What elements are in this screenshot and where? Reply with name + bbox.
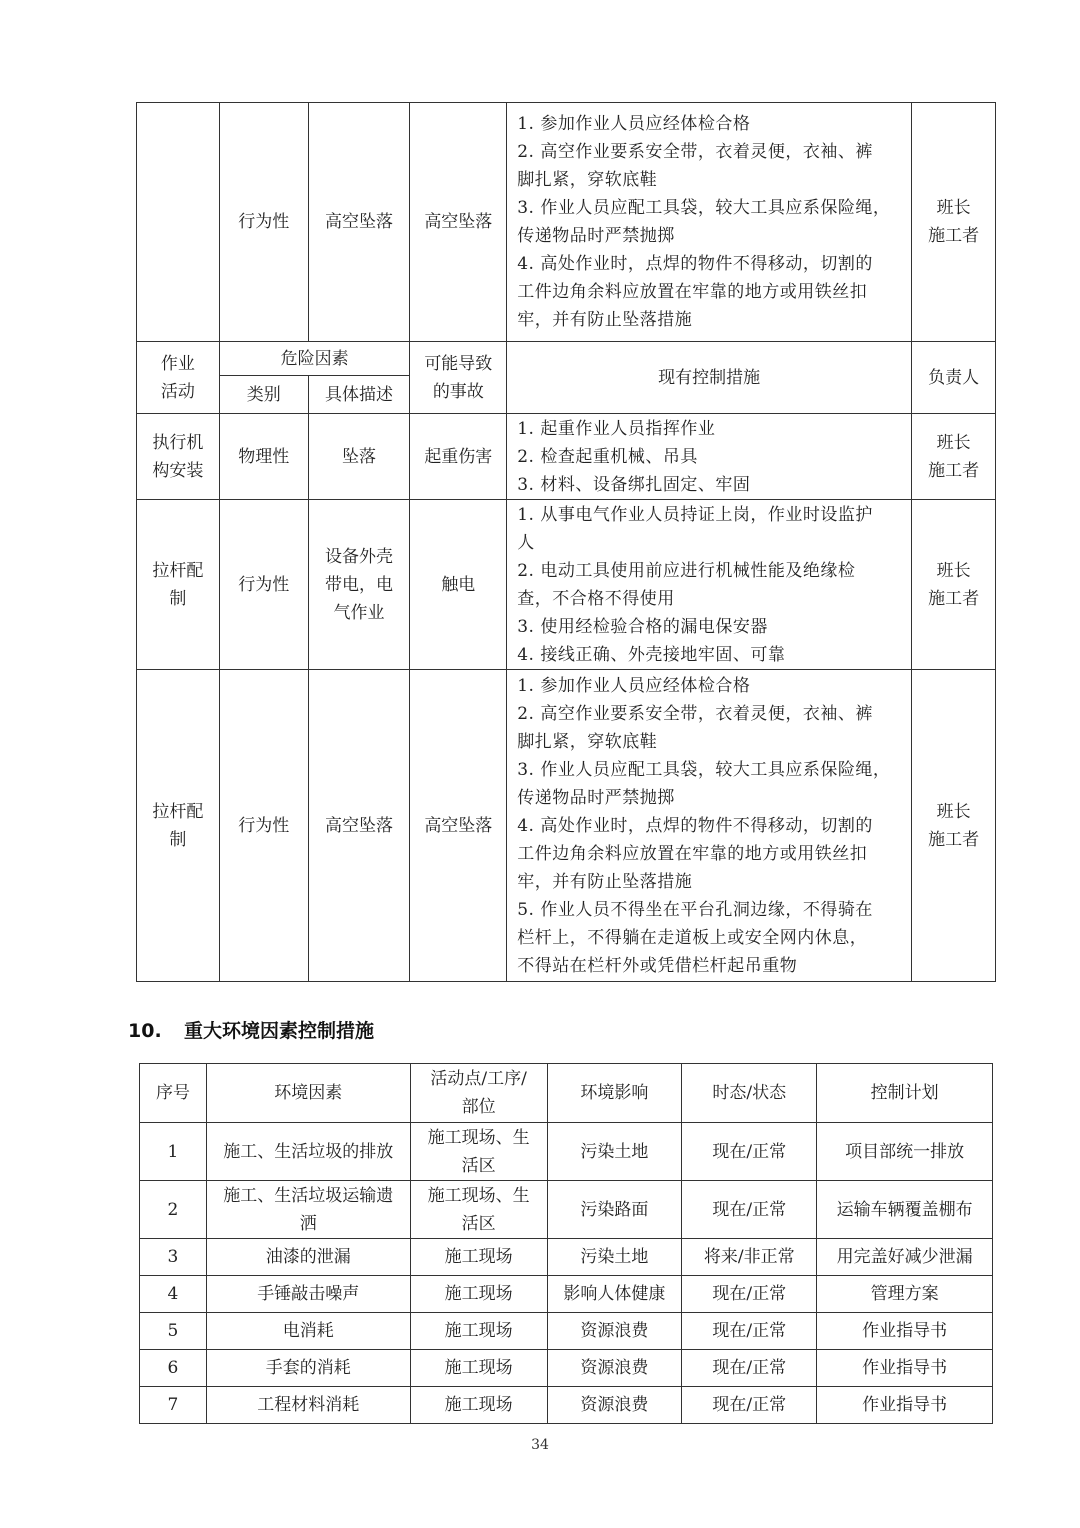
activity-cell: 执行机 构安装 <box>137 414 220 500</box>
plan-cell: 作业指导书 <box>817 1313 993 1350</box>
activity-cell: 拉杆配 制 <box>137 670 220 982</box>
state-cell: 现在/正常 <box>682 1350 817 1387</box>
impact-cell: 影响人体健康 <box>547 1276 682 1313</box>
measures-cell: 1. 参加作业人员应经体检合格 2. 高空作业要系安全带，衣着灵便，衣袖、裤 脚扎紧，穿软底鞋 3. 作业人员应配工具袋，较大工具应系保险绳， 传递物品时严禁抛掷 4. 高处作业时，点焊的物件不得移动，切割的 工件边角余料应放置在牢靠的地方或用铁丝扣 牢，并有防止坠落措施 5. 作业人员不得坐在平台孔洞边缘，不得骑在 栏杆上，不得躺在走道板上或安全网内休息， 不得站在栏杆外或凭借栏杆起吊重物 <box>507 670 912 982</box>
header-activity: 作业 活动 <box>137 342 220 414</box>
header-row <box>140 1064 993 1123</box>
header-hazard: 危险因素 <box>219 342 410 376</box>
table-row <box>140 1350 993 1387</box>
header-row <box>137 342 996 376</box>
impact-cell: 污染路面 <box>547 1181 682 1239</box>
description-cell: 设备外壳 带电，电 气作业 <box>308 500 410 670</box>
activity-cell: 拉杆配 制 <box>137 500 220 670</box>
table-row <box>137 670 996 982</box>
category-cell: 行为性 <box>219 103 308 342</box>
environment-factor-table <box>139 1063 993 1424</box>
header-responsible: 负责人 <box>912 342 996 414</box>
header-impact: 环境影响 <box>547 1064 682 1123</box>
index-cell: 3 <box>140 1239 207 1276</box>
index-cell: 1 <box>140 1123 207 1181</box>
accident-cell: 高空坠落 <box>410 103 507 342</box>
category-cell: 行为性 <box>219 670 308 982</box>
description-cell: 高空坠落 <box>308 670 410 982</box>
index-cell: 7 <box>140 1387 207 1424</box>
responsible-cell: 班长 施工者 <box>912 500 996 670</box>
table-row <box>140 1313 993 1350</box>
state-cell: 现在/正常 <box>682 1181 817 1239</box>
description-cell: 坠落 <box>308 414 410 500</box>
index-cell: 2 <box>140 1181 207 1239</box>
accident-cell: 起重伤害 <box>410 414 507 500</box>
header-category: 类别 <box>219 376 308 414</box>
factor-cell: 手套的消耗 <box>206 1350 410 1387</box>
table-row <box>137 500 996 670</box>
header-accident: 可能导致 的事故 <box>410 342 507 414</box>
location-cell: 施工现场 <box>410 1387 547 1424</box>
impact-cell: 资源浪费 <box>547 1387 682 1424</box>
table-row <box>140 1239 993 1276</box>
factor-cell: 油漆的泄漏 <box>206 1239 410 1276</box>
location-cell: 施工现场 <box>410 1350 547 1387</box>
page-number: 34 <box>531 1437 549 1453</box>
state-cell: 现在/正常 <box>682 1276 817 1313</box>
plan-cell: 用完盖好减少泄漏 <box>817 1239 993 1276</box>
factor-cell: 施工、生活垃圾运输遗 洒 <box>206 1181 410 1239</box>
index-cell: 4 <box>140 1276 207 1313</box>
table-row <box>137 414 996 500</box>
factor-cell: 手锤敲击噪声 <box>206 1276 410 1313</box>
location-cell: 施工现场 <box>410 1313 547 1350</box>
impact-cell: 污染土地 <box>547 1239 682 1276</box>
responsible-cell: 班长 施工者 <box>912 414 996 500</box>
header-description: 具体描述 <box>308 376 410 414</box>
section-number: 10. <box>128 1020 162 1042</box>
category-cell: 物理性 <box>219 414 308 500</box>
measures-cell: 1. 起重作业人员指挥作业 2. 检查起重机械、吊具 3. 材料、设备绑扎固定、牢固 <box>507 414 912 500</box>
index-cell: 6 <box>140 1350 207 1387</box>
location-cell: 施工现场 <box>410 1276 547 1313</box>
table-row <box>140 1123 993 1181</box>
state-cell: 现在/正常 <box>682 1387 817 1424</box>
table-row <box>140 1181 993 1239</box>
table-row <box>140 1276 993 1313</box>
activity-cell <box>137 103 220 342</box>
plan-cell: 作业指导书 <box>817 1387 993 1424</box>
factor-cell: 施工、生活垃圾的排放 <box>206 1123 410 1181</box>
header-controls: 现有控制措施 <box>507 342 912 414</box>
accident-cell: 触电 <box>410 500 507 670</box>
factor-cell: 电消耗 <box>206 1313 410 1350</box>
factor-cell: 工程材料消耗 <box>206 1387 410 1424</box>
impact-cell: 污染土地 <box>547 1123 682 1181</box>
accident-cell: 高空坠落 <box>410 670 507 982</box>
index-cell: 5 <box>140 1313 207 1350</box>
header-factor: 环境因素 <box>206 1064 410 1123</box>
plan-cell: 作业指导书 <box>817 1350 993 1387</box>
plan-cell: 管理方案 <box>817 1276 993 1313</box>
location-cell: 施工现场、生 活区 <box>410 1123 547 1181</box>
responsible-cell: 班长 施工者 <box>912 670 996 982</box>
section-title: 重大环境因素控制措施 <box>184 1020 375 1042</box>
responsible-cell: 班长 施工者 <box>912 103 996 342</box>
table-row <box>137 103 996 342</box>
section-heading <box>128 1016 374 1043</box>
description-cell: 高空坠落 <box>308 103 410 342</box>
state-cell: 现在/正常 <box>682 1123 817 1181</box>
header-index: 序号 <box>140 1064 207 1123</box>
state-cell: 将来/非正常 <box>682 1239 817 1276</box>
plan-cell: 运输车辆覆盖棚布 <box>817 1181 993 1239</box>
header-plan: 控制计划 <box>817 1064 993 1123</box>
plan-cell: 项目部统一排放 <box>817 1123 993 1181</box>
impact-cell: 资源浪费 <box>547 1350 682 1387</box>
header-state: 时态/状态 <box>682 1064 817 1123</box>
location-cell: 施工现场、生 活区 <box>410 1181 547 1239</box>
impact-cell: 资源浪费 <box>547 1313 682 1350</box>
risk-control-table <box>136 102 996 982</box>
state-cell: 现在/正常 <box>682 1313 817 1350</box>
measures-cell: 1. 参加作业人员应经体检合格 2. 高空作业要系安全带，衣着灵便，衣袖、裤 脚扎紧，穿软底鞋 3. 作业人员应配工具袋，较大工具应系保险绳， 传递物品时严禁抛掷 4. 高处作业时，点焊的物件不得移动，切割的 工件边角余料应放置在牢靠的地方或用铁丝扣 牢，并有防止坠落措施 <box>507 103 912 342</box>
header-location: 活动点/工序/ 部位 <box>410 1064 547 1123</box>
category-cell: 行为性 <box>219 500 308 670</box>
location-cell: 施工现场 <box>410 1239 547 1276</box>
measures-cell: 1. 从事电气作业人员持证上岗，作业时设监护 人 2. 电动工具使用前应进行机械性能及绝缘检 查，不合格不得使用 3. 使用经检验合格的漏电保安器 4. 接线正确、外壳接地牢固、可靠 <box>507 500 912 670</box>
table-row <box>140 1387 993 1424</box>
